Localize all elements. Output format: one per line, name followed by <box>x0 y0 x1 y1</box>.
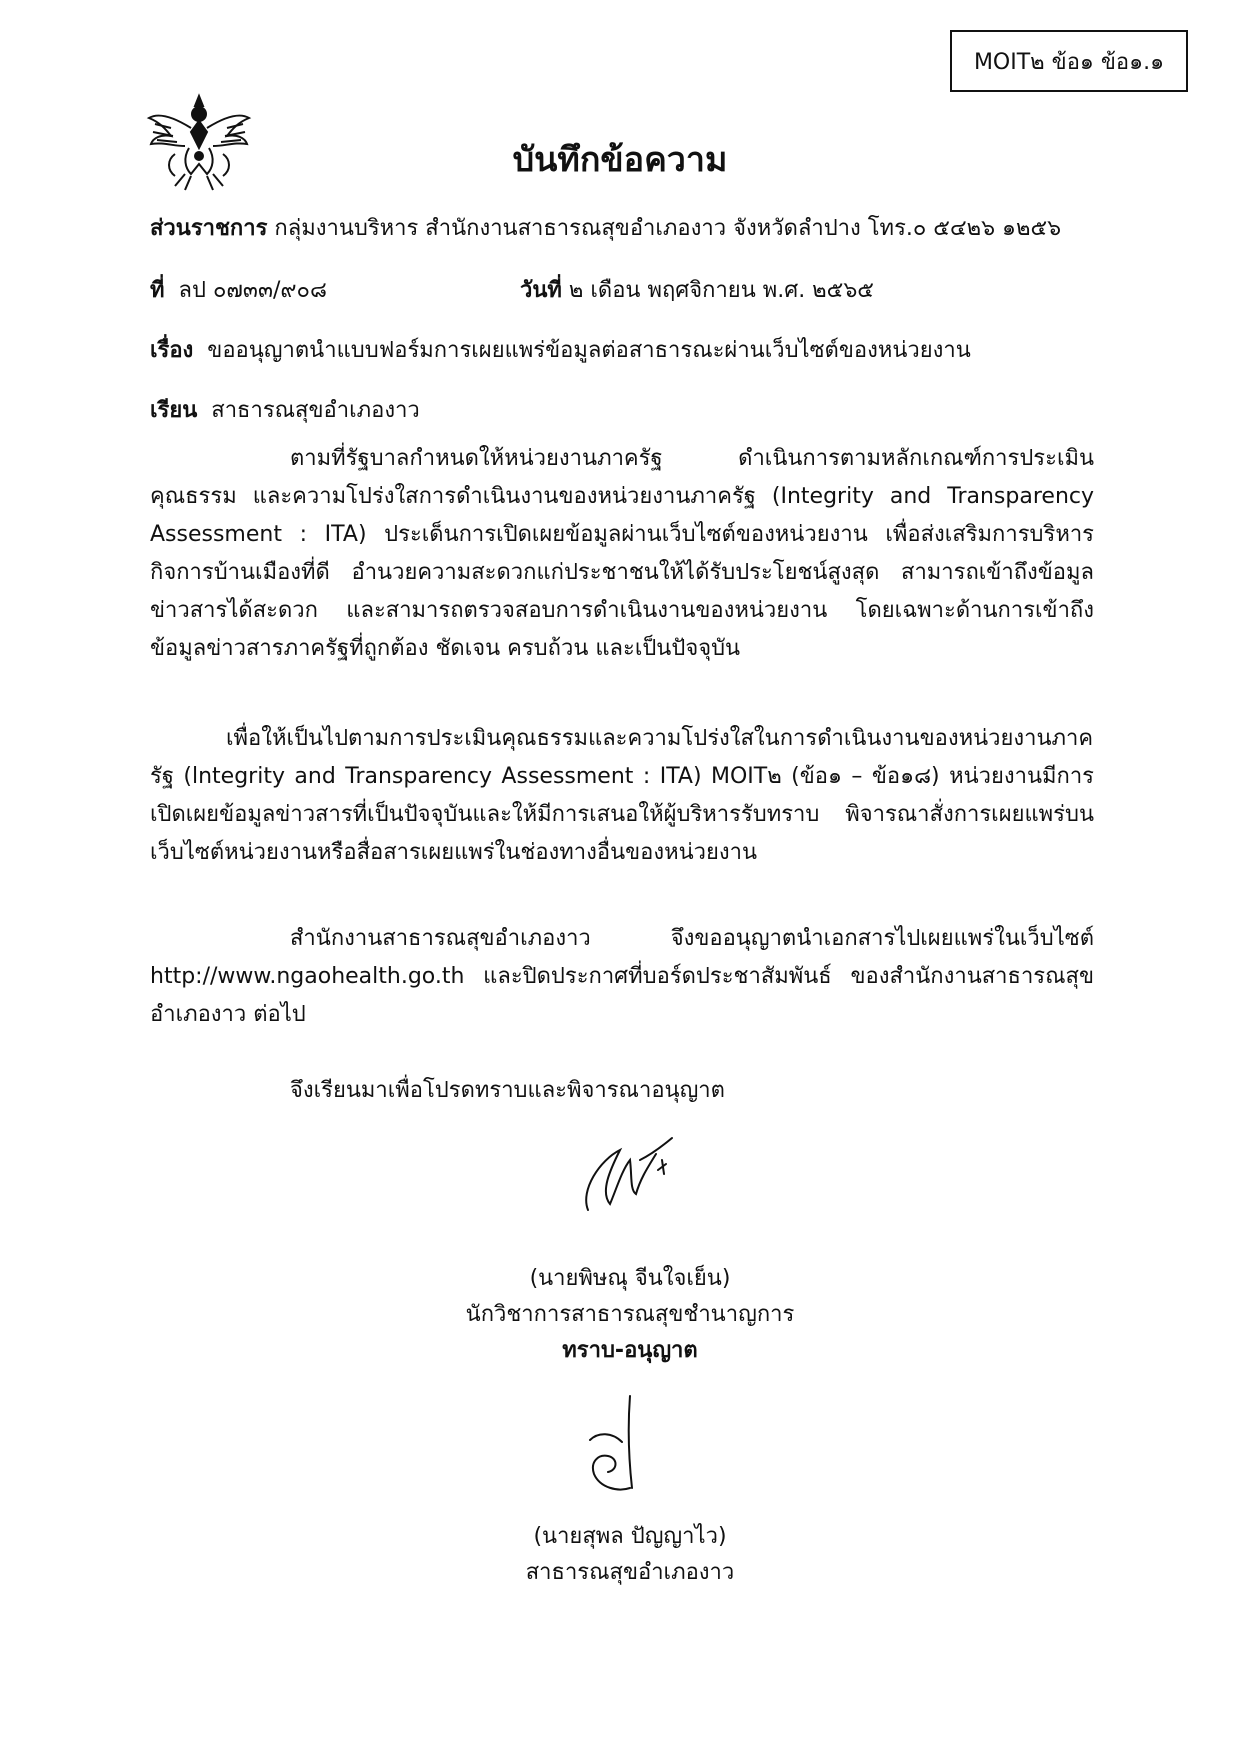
signer-1-name: (นายพิษณุ จีนใจเย็น) <box>529 1266 731 1291</box>
agency-label: ส่วนราชการ <box>150 216 268 241</box>
signer-2-name: (นายสุพล ปัญญาไว) <box>533 1524 727 1549</box>
doc-number-line <box>150 272 327 307</box>
subject-line <box>150 332 971 367</box>
body-paragraph-1: ตามที่รัฐบาลกำหนดให้หน่วยงานภาครัฐ ดำเนินการตามหลักเกณฑ์การประเมินคุณธรรม และความโปร่งใสการดำเนินงานของหน่วยงานภาครัฐ (Integrity and Transparency Assessment : ITA) ประเด็นการเปิดเผยข้อมูลผ่านเว็บไซต์ของหน่วยงาน เพื่อส่งเสริมการบริหารกิจการบ้านเมืองที่ดี อำนวยความสะดวกแก่ประชาชนให้ได้รับประโยชน์สูงสุด สามารถเข้าถึงข้อมูลข่าวสารได้สะดวก และสามารถตรวจสอบการดำเนินงานของหน่วยงาน โดยเฉพาะด้านการเข้าถึงข้อมูลข่าวสารภาครัฐที่ถูกต้อง ชัดเจน ครบถ้วน และเป็นปัจจุบัน <box>150 446 1094 661</box>
signer-1-position: นักวิชาการสาธารณสุขชำนาญการ <box>465 1302 795 1327</box>
subject-value: ขออนุญาตนำแบบฟอร์มการเผยแพร่ข้อมูลต่อสาธารณะผ่านเว็บไซต์ของหน่วยงาน <box>207 338 971 363</box>
doc-number-value: ลป ๐๗๓๓/๙๐๘ <box>178 278 327 303</box>
recipient-line <box>150 392 420 427</box>
agency-value: กลุ่มงานบริหาร สำนักงานสาธารณสุขอำเภองาว จังหวัดลำปาง โทร.๐ ๕๔๒๖ ๑๒๕๖ <box>274 216 1062 241</box>
closing-line: จึงเรียนมาเพื่อโปรดทราบและพิจารณาอนุญาต <box>290 1078 725 1103</box>
signer-2-position: สาธารณสุขอำเภองาว <box>525 1560 735 1585</box>
body-paragraph-3: สำนักงานสาธารณสุขอำเภองาว จึงขออนุญาตนำเอกสารไปเผยแพร่ในเว็บไซต์ http://www.ngaohealth.go.th และปิดประกาศที่บอร์ดประชาสัมพันธ์ ของสำนักงานสาธารณสุขอำเภองาว ต่อไป <box>150 926 1094 1027</box>
recipient-label: เรียน <box>150 398 198 423</box>
approval-text: ทราบ-อนุญาต <box>562 1338 698 1363</box>
date-line <box>520 272 874 307</box>
subject-label: เรื่อง <box>150 338 194 363</box>
document-title: บันทึกข้อความ <box>512 140 728 180</box>
reference-box <box>950 30 1188 92</box>
agency-line <box>150 210 1061 245</box>
signature-1-icon <box>570 1130 680 1220</box>
body-paragraph-2: เพื่อให้เป็นไปตามการประเมินคุณธรรมและความโปร่งใสในการดำเนินงานของหน่วยงานภาครัฐ (lntegrity and Transparency Assessment : ITA) MOIT๒ (ข้อ๑ – ข้อ๑๘) หน่วยงานมีการเปิดเผยข้อมูลข่าวสารที่เป็นปัจจุบันและให้มีการเสนอให้ผู้บริหารรับทราบ พิจารณาสั่งการเผยแพร่บนเว็บไซต์หน่วยงานหรือสื่อสารเผยแพร่ในช่องทางอื่นของหน่วยงาน <box>150 726 1094 865</box>
signature-2-icon <box>578 1392 658 1502</box>
reference-label: MOIT๒ ข้อ๑ ข้อ๑.๑ <box>973 49 1165 75</box>
doc-number-label: ที่ <box>150 278 165 303</box>
date-label: วันที่ <box>520 278 562 303</box>
recipient-value: สาธารณสุขอำเภองาว <box>211 398 420 423</box>
date-value: ๒ เดือน พฤศจิกายน พ.ศ. ๒๕๖๕ <box>568 278 874 303</box>
